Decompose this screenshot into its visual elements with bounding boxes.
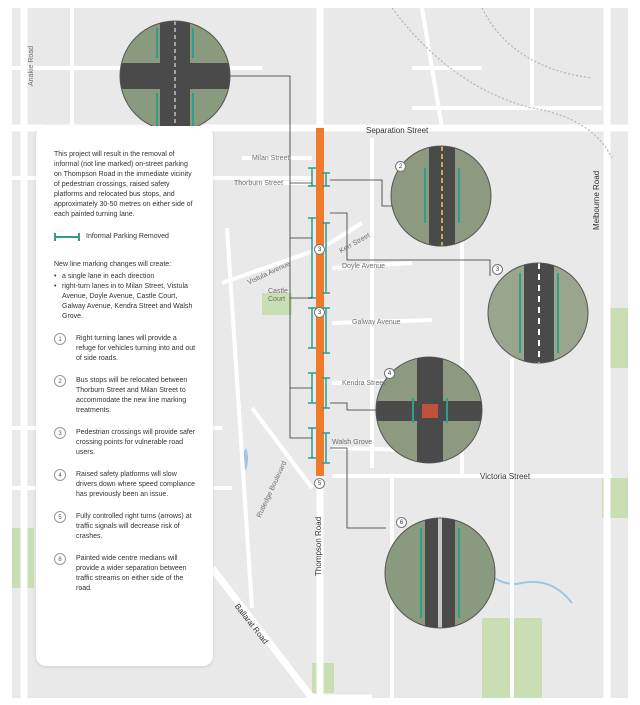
legend-label: Informal Parking Removed — [86, 233, 169, 240]
street-label-rutledge-boulevard: Rutledge Boulevard — [256, 460, 289, 519]
callout-detail-1 — [120, 21, 230, 131]
street-label-kerr-street: Kerr Street — [338, 232, 372, 255]
note-item — [54, 554, 197, 594]
note-item — [54, 376, 197, 416]
note-text: Painted wide centre medians will provide a wider separation between traffic streams on either side of the road. — [76, 555, 187, 592]
changes-heading: New line marking changes will create: — [54, 261, 172, 268]
parking-legend-icon — [54, 236, 80, 238]
note-text: Bus stops will be relocated between Thorburn Street and Milan Street to accommodate the new line marking treatments. — [76, 377, 188, 414]
note-text: Fully controlled right turns (arrows) at traffic signals will decrease risk of crashes. — [76, 513, 192, 540]
street-label-thompson-road: Thompson Road — [314, 516, 323, 576]
street-label-separation-street: Separation Street — [366, 126, 429, 135]
thompson-road-route — [316, 128, 324, 476]
note-item — [54, 428, 197, 458]
creek — [482, 568, 572, 603]
street-label-anakie-road: Anakie Road — [28, 45, 35, 86]
street-label-kendra-street: Kendra Street — [342, 380, 386, 387]
note-item — [54, 470, 197, 500]
note-number: 5 — [54, 511, 66, 523]
note-text: Right turning lanes will provide a refuge for vehicles turning into and out of side roads. — [76, 335, 196, 362]
street-label-melbourne-road: Melbourne Road — [592, 170, 601, 230]
note-text: Raised safety platforms will slow drivers down where speed compliance has previously been an issue. — [76, 471, 196, 498]
street-label-victoria-street: Victoria Street — [480, 472, 531, 481]
info-panel — [36, 126, 213, 666]
note-number: 2 — [54, 375, 66, 387]
note-number: 3 — [54, 427, 66, 439]
callout-badge: 4 — [384, 368, 395, 379]
street-label-ballarat-road: Ballarat Road — [232, 602, 270, 646]
note-text: Pedestrian crossings will provide safer crossing points for vulnerable road users. — [76, 429, 196, 456]
note-number: 6 — [54, 553, 66, 565]
callout-detail-3 — [488, 263, 588, 363]
callout-detail-6 — [385, 518, 495, 628]
street-label-castle-court: Castle Court — [268, 288, 288, 303]
route-badge: 3 — [314, 307, 325, 318]
route-badge: 5 — [314, 478, 325, 489]
callout-badge: 2 — [395, 161, 406, 172]
street-label-vistula-avenue: Vistula Avenue — [246, 260, 292, 287]
changes-list — [54, 272, 197, 322]
street-label-galway-avenue: Galway Avenue — [352, 319, 401, 326]
callout-badge: 6 — [396, 517, 407, 528]
street-label-milan-street: Milan Street — [252, 155, 290, 162]
list-item: • right-turn lanes in to Milan Street, Vistula Avenue, Doyle Avenue, Castle Court, Galway Avenue, Kendra Street and Walsh Grove. — [54, 282, 197, 322]
note-number: 4 — [54, 469, 66, 481]
panel-intro: This project will result in the removal of informal (not line marked) on-street parking on Thompson Road in the immediate vicinity of pedestrian crossings, raised safety platforms and relocated bus stops, and approximately 30-50 metres on either side of each painted turning lane. — [54, 151, 193, 218]
route-badge: 3 — [314, 244, 325, 255]
street-label-thorburn-street: Thorburn Street — [234, 180, 284, 187]
note-item — [54, 334, 197, 364]
street-label-doyle-avenue: Doyle Avenue — [342, 263, 386, 270]
list-item: • a single lane in each direction — [54, 272, 197, 282]
street-label-walsh-grove: Walsh Grove — [332, 439, 373, 446]
note-item — [54, 512, 197, 542]
callout-detail-2 — [391, 146, 491, 246]
callout-badge: 3 — [492, 264, 503, 275]
note-number: 1 — [54, 333, 66, 345]
legend-row — [54, 232, 197, 242]
